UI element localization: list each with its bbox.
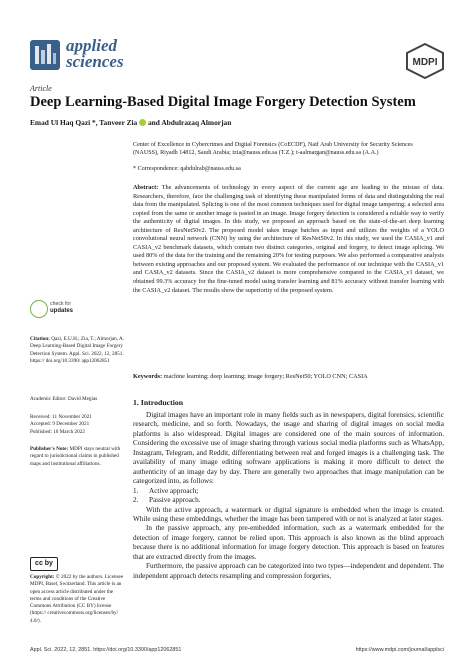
- paragraph: With the active approach, a watermark or digital signature is embedded when the image is created. While using these embeddings, whether the image has been tampered with or not is analyzed at later stages.: [133, 505, 444, 523]
- footer-journal-link[interactable]: https://www.mdpi.com/journal/applsci: [355, 647, 444, 653]
- academic-editor: Academic Editor: David Megías: [30, 396, 98, 402]
- journal-name: applied sciences: [66, 36, 124, 71]
- paragraph: Digital images have an important role in many fields such as in newspapers, digital forensics, scientific research, medicine, and so forth. Nowadays, the usage and sharing of digital images on social media platforms is also widespread. Digital images are considered one of the main sources of information. Considering the excessive use of image sharing through various social media platforms such as WhatsApp, Instagram, Telegram, and Reddit, differentiating between real and forged images is a challenging task. The availability of many image editing software applications is making it more difficult to detect the authenticity of an image day by day. There are generally two approaches that image manipulation can be categorized into, as follows:: [133, 411, 444, 486]
- citation: Citation: Qazi, E.U.H.; Zia, T.; Almorjan, A. Deep Learning-Based Digital Image Forgery Detection System. Appl. Sci. 2022, 12, 2851. https:// doi.org/10.3390/ app12062851: [30, 336, 125, 364]
- author-link[interactable]: Emad Ul Haq Qazi *, Tanveer Zia: [30, 118, 138, 127]
- article-type: Article: [30, 84, 52, 93]
- intro-body: [133, 411, 444, 581]
- list-item: 2. Passive approach.: [133, 496, 201, 505]
- correspondence: * Correspondence: qabdulrab@nauss.edu.sa: [133, 166, 241, 172]
- author-list: [30, 118, 231, 127]
- keywords-text: machine learning; deep learning; image forgery; ResNet50; YOLO CNN; CASIA: [163, 373, 368, 380]
- footer-citation[interactable]: Appl. Sci. 2022, 12, 2851. https://doi.org/10.3390/app12062851: [30, 647, 182, 653]
- svg-text:MDPI: MDPI: [412, 57, 438, 68]
- author-link[interactable]: and Abdulrazaq Almorjan: [147, 118, 232, 127]
- abstract: [133, 184, 444, 295]
- affiliation: Center of Excellence in Cybercrimes and Digital Forensics (CoECDF), Naif Arab University for Security Sciences (NAUSS), Riyadh 14812, Saudi Arabia; tzia@nauss.edu.sa (T.Z.); t-aalmargan@nauss.edu.sa (A.A.): [133, 142, 413, 157]
- abstract-label: Abstract:: [133, 184, 159, 191]
- section-heading: 1. Introduction: [133, 398, 184, 407]
- mdpi-logo-icon: [405, 43, 445, 79]
- check-updates-badge[interactable]: check for updates: [50, 301, 74, 314]
- paragraph: Furthermore, the passive approach can be categorized into two types—independent and dependent. The independent approach detects resampling and compression forgeries,: [133, 562, 444, 580]
- list-item: 1. Active approach;: [133, 486, 199, 495]
- abstract-text: The advancements of technology in every aspect of the current age are leading to the misuse of data. Researchers, therefore, face the challenging task of identifying these manipulated forms of data and distinguishing the real data from the manipulated. Splicing is one of the most common techniques used for digital image tampering; a selected area copied from the same or another image is pasted in an image. Image forgery detection is considered a reliable way to verify the authenticity of digital images. In this study, we proposed an approach based on the state-of-the-art deep learning architecture of ResNet50v2. The proposed model takes image batches as input and utilizes the weights of a YOLO convolutional neural network (CNN) by using the architecture of ResNet50v2. In this study, we used the CASIA_v1 and CASIA_v2 benchmark datasets, which contain two distinct categories, original and forgery, to detect image splicing. We used 80% of the data for the training and the remaining 20% for testing purposes. We also performed a comparative analysis between existing approaches and our proposed system. We evaluated the performance of our technique with the CASIA_v1 and CASIA_v2 datasets. Since the CASIA_v2 dataset is more comprehensive compared to the CASIA_v1 dataset, we obtained 99.3% accuracy for the fine-tuned model using transfer learning and 81% accuracy without transfer learning with the CASIA_v2 dataset. The results show the superiority of the proposed system.: [133, 184, 444, 294]
- orcid-icon[interactable]: [139, 119, 146, 126]
- keywords: [133, 373, 444, 382]
- dates: Received: 11 November 2021 Accepted: 9 December 2021 Published: 10 March 2022: [30, 414, 92, 435]
- publisher-note: Publisher's Note: MDPI stays neutral with regard to jurisdictional claims in published maps and institutional affiliations.: [30, 446, 121, 467]
- copyright: Copyright: © 2022 by the authors. Licensee MDPI, Basel, Switzerland. This article is an open access article distributed under the terms and conditions of the Creative Commons Attribution (CC BY) license (https:// creativecommons.org/licenses/by/ 4.0/).: [30, 574, 124, 624]
- keywords-label: Keywords:: [133, 373, 163, 380]
- check-updates-icon[interactable]: [30, 300, 48, 318]
- paragraph: In the passive approach, any pre-embedded information, such as a watermark embedded for the detection of image forgery, cannot be relied upon. This approach is also known as the blind approach because there is no additional information for image forgery detection. This approach is based on features that are extracted directly from the images.: [133, 524, 444, 561]
- journal-logo-icon: [30, 40, 60, 70]
- article-title: Deep Learning-Based Digital Image Forgery Detection System: [30, 94, 416, 110]
- cc-by-license-icon[interactable]: cc by: [30, 557, 58, 571]
